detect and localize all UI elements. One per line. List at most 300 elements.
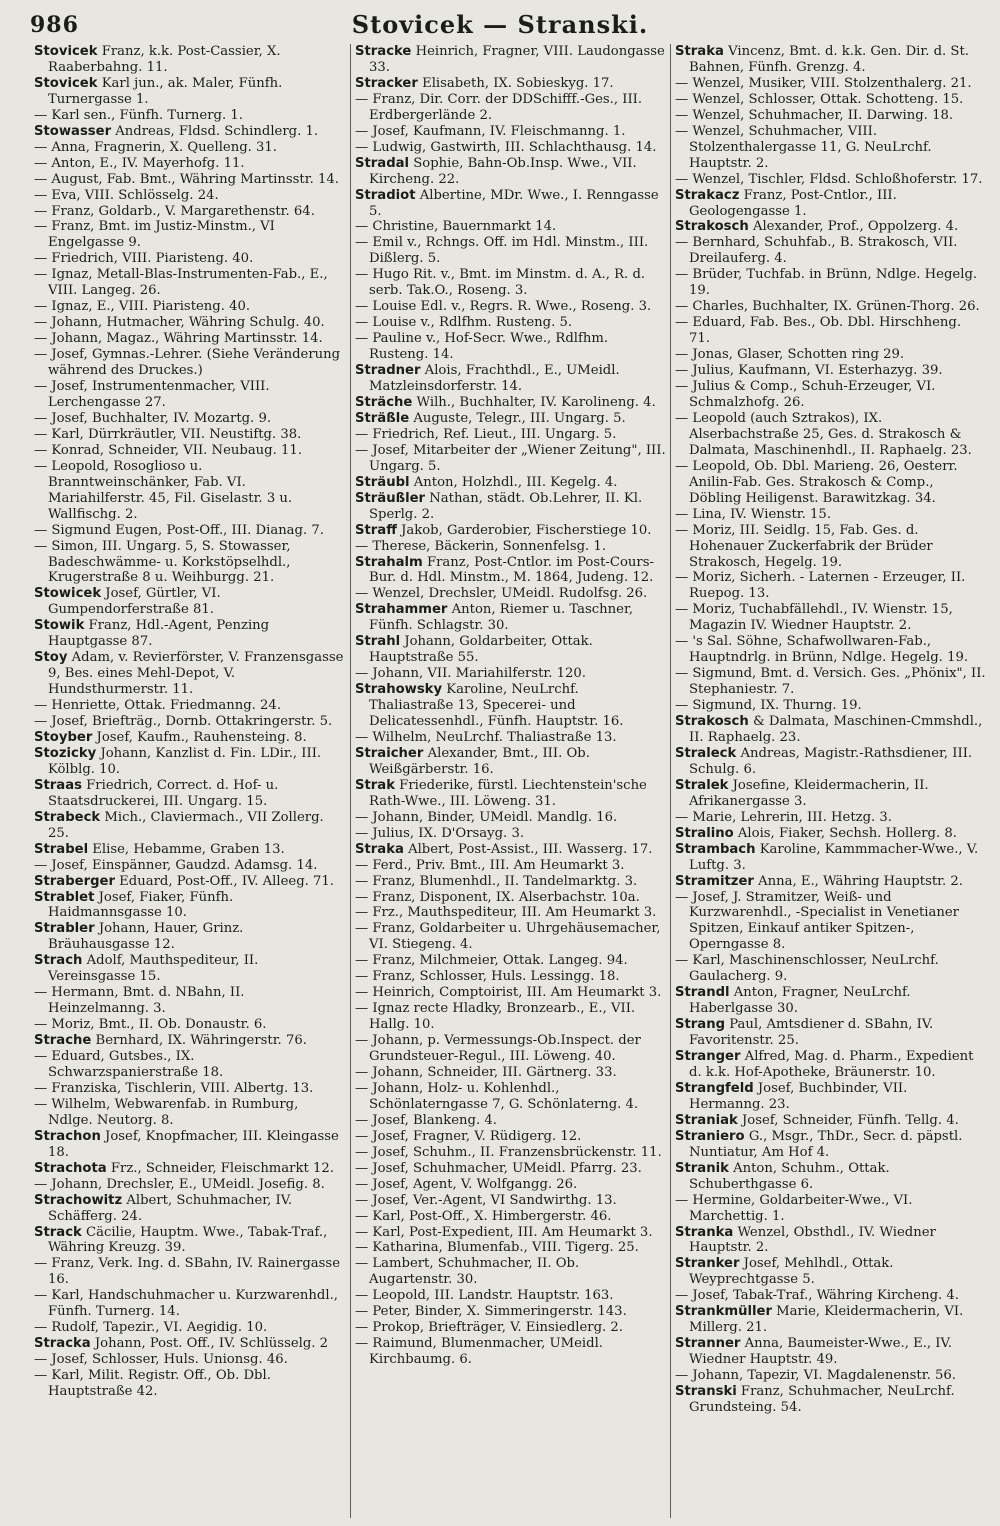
directory-entry (355, 1209, 666, 1225)
directory-entry (34, 586, 346, 618)
directory-entry (355, 826, 666, 842)
entry-details: — Julius & Comp., Schuh-Erzeuger, VI. Schmalzhofg. 26. (675, 379, 936, 410)
entry-details: — Karl, Post-Off., X. Himbergerstr. 46. (355, 1208, 612, 1224)
entry-details: — Franz, Bmt. im Justiz-Minstm., VI Engelgasse 9. (34, 219, 275, 251)
directory-entry (355, 363, 666, 395)
directory-entry (34, 618, 346, 650)
entry-details: — Sigmund, IX. Thurng. 19. (675, 698, 862, 714)
entry-details: Karoline, Kammmacher-Wwe., V. Luftg. 3. (689, 841, 979, 873)
column-middle (350, 44, 670, 1518)
directory-entry (355, 842, 666, 858)
directory-entry (34, 539, 346, 587)
entry-surname: Strankmüller (675, 1304, 772, 1320)
page-number: 986 (30, 12, 79, 38)
directory-entry (34, 443, 346, 459)
directory-entry (675, 698, 986, 714)
entry-details: — Lambert, Schuhmacher, II. Ob. Augartenstr. 30. (355, 1256, 580, 1288)
directory-entry (675, 746, 986, 778)
directory-entry (675, 363, 986, 379)
directory-entry (34, 1225, 346, 1257)
entry-details: Josef, Fiaker, Fünfh. Haidmannsgasse 10. (48, 889, 234, 921)
directory-entry (34, 1049, 346, 1081)
entry-surname: Straka (355, 841, 404, 857)
directory-entry (675, 714, 986, 746)
entry-details: — Josef, Fragner, V. Rüdigerg. 12. (355, 1128, 582, 1144)
directory-entry (675, 985, 986, 1017)
entry-details: Anna, E., Währing Hauptstr. 2. (753, 873, 963, 889)
directory-entry (355, 953, 666, 969)
entry-details: — Karl, Maschinenschlosser, NeuLrchf. Gaulacherg. 9. (675, 953, 939, 985)
entry-details: — Johann, Holz- u. Kohlenhdl., Schönlaterngasse 7, G. Schönlaterng. 4. (355, 1080, 639, 1112)
directory-entry (34, 108, 346, 124)
entry-details: — Wilhelm, NeuLrchf. Thaliastraße 13. (355, 729, 617, 745)
entry-details: — Wenzel, Drechsler, UMeidl. Rudolfsg. 26. (355, 586, 648, 602)
entry-details: — Ignaz, E., VIII. Piaristeng. 40. (34, 299, 251, 315)
entry-details: — Franz, Goldarb., V. Margarethenstr. 64. (34, 203, 315, 219)
directory-entry (355, 427, 666, 443)
directory-entry (675, 634, 986, 666)
entry-details: — Karl, Handschuhmacher u. Kurzwarenhdl., Fünfh. Turnerg. 14. (34, 1288, 338, 1320)
page-header (0, 6, 1000, 40)
entry-details: Franz, Post-Cntlor. im Post-Cours-Bur. d. Hdl. Minstm., M. 1864, Judeng. 12. (369, 554, 654, 586)
directory-entry (355, 1113, 666, 1129)
entry-details: — Josef, J. Stramitzer, Weiß- und Kurzwarenhdl., -Specialist in Venetianer Spitzen, Einkauf antiker Spitzen-, Operngasse 8. (675, 889, 959, 953)
directory-entry (34, 219, 346, 251)
entry-details: — Hermann, Bmt. d. NBahn, II. Heinzelmanng. 3. (34, 985, 245, 1017)
entry-surname: Strabeck (34, 809, 101, 825)
entry-surname: Sträußler (355, 490, 426, 506)
entry-details: — Bernhard, Schuhfab., B. Strakosch, VII. Dreilauferg. 4. (675, 235, 958, 267)
entry-details: — Johann, Schneider, III. Gärtnerg. 33. (355, 1065, 617, 1080)
entry-surname: Sträßle (355, 410, 410, 426)
entry-details: — Karl sen., Fünfh. Turnerg. 1. (34, 107, 243, 123)
directory-entry (675, 459, 986, 507)
entry-details: — Josef, Einspänner, Gaudzd. Adamsg. 14. (34, 857, 318, 873)
directory-entry (355, 1193, 666, 1209)
entry-details: — Franz, Blumenhdl., II. Tandelmarktg. 3. (355, 873, 638, 889)
entry-details: — Katharina, Blumenfab., VIII. Tigerg. 25. (355, 1240, 639, 1256)
entry-details: — Marie, Lehrerin, III. Hetzg. 3. (675, 809, 892, 825)
entry-surname: Stoyber (34, 729, 93, 745)
directory-entry (34, 1017, 346, 1033)
entry-details: Sophie, Bahn-Ob.Insp. Wwe., VII. Kircheng. 22. (369, 155, 637, 187)
entry-details: Elise, Hebamme, Graben 13. (88, 841, 285, 857)
entry-surname: Strangfeld (675, 1080, 754, 1096)
directory-entry (34, 858, 346, 874)
directory-entry (675, 188, 986, 220)
entry-details: Eduard, Post-Off., IV. Alleeg. 71. (114, 873, 334, 889)
entry-details: — Josef, Schuhm., II. Franzensbrückenstr. 11. (355, 1144, 662, 1160)
directory-entry (355, 1065, 666, 1081)
entry-details: Anna, Baumeister-Wwe., E., IV. Wiedner Hauptstr. 49. (689, 1336, 952, 1368)
directory-entry (675, 76, 986, 92)
directory-entry (675, 347, 986, 363)
entry-surname: Stowicek (34, 586, 102, 602)
entry-details: Franz, Post-Cntlor., III. Geologengasse 1. (689, 187, 897, 219)
entry-surname: Stracker (355, 75, 418, 91)
entry-details: Josef, Gürtler, VI. Gumpendorferstraße 81. (48, 586, 221, 618)
directory-entry (355, 475, 666, 491)
directory-entry (34, 204, 346, 220)
directory-entry (355, 666, 666, 682)
entry-details: — Leopold, Ob. Dbl. Marieng. 26, Oesterr. Anilin-Fab. Ges. Strakosch & Comp., Döbling Heiligenst. Barawitzkag. 34. (675, 458, 958, 506)
directory-entry (355, 156, 666, 188)
entry-surname: Strabel (34, 841, 89, 857)
directory-entry (355, 491, 666, 523)
entry-details: Josefine, Kleidermacherin, II. Afrikanergasse 3. (689, 777, 929, 809)
directory-entry (675, 1336, 986, 1368)
directory-entry (675, 219, 986, 235)
entry-details: Alfred, Mag. d. Pharm., Expedient d. k.k. Hof-Apotheke, Bräunerstr. 10. (689, 1049, 974, 1080)
entry-surname: Sträche (355, 394, 413, 410)
directory-entry (34, 76, 346, 108)
directory-entry (675, 1225, 986, 1257)
entry-details: Paul, Amtsdiener d. SBahn, IV. Favoritenstr. 25. (689, 1017, 934, 1049)
entry-details: Vincenz, Bmt. d. k.k. Gen. Dir. d. St. Bahnen, Fünfh. Grenzg. 4. (689, 44, 969, 75)
directory-entry (675, 1129, 986, 1161)
directory-entry (34, 953, 346, 985)
entry-details: Franz, Schuhmacher, NeuLrchf. Grundsteing. 54. (689, 1384, 955, 1416)
directory-entry (34, 650, 346, 698)
entry-details: Wilh., Buchhalter, IV. Karolineng. 4. (412, 394, 656, 410)
directory-entry (34, 156, 346, 172)
entry-details: — Franz, Disponent, IX. Alserbachstr. 10a. (355, 889, 640, 905)
page-title: Stovicek — Stranski. (351, 10, 649, 39)
directory-entry (355, 810, 666, 826)
directory-entry (34, 1336, 346, 1352)
entry-surname: Strandl (675, 985, 730, 1001)
entry-surname: Strache (34, 1033, 92, 1049)
entry-details: Josef, Mehlhdl., Ottak. Weyprechtgasse 5. (689, 1256, 894, 1288)
entry-details: — Johann, Drechsler, E., UMeidl. Josefig. 8. (34, 1176, 325, 1192)
directory-entry (675, 1049, 986, 1081)
entry-surname: Stradner (355, 363, 421, 379)
entry-details: — Johann, Binder, UMeidl. Mandlg. 16. (355, 809, 618, 825)
entry-details: — Franz, Verk. Ing. d. SBahn, IV. Rainergasse 16. (34, 1256, 340, 1288)
directory-entry (34, 299, 346, 315)
entry-details: Johann, Goldarbeiter, Ottak. Hauptstraße 55. (369, 634, 593, 666)
directory-entry (675, 842, 986, 874)
directory-entry (34, 921, 346, 953)
directory-entry (355, 602, 666, 634)
entry-details: Anton, Schuhm., Ottak. Schuberthgasse 6. (689, 1160, 890, 1192)
directory-entry (355, 1320, 666, 1336)
directory-entry (34, 267, 346, 299)
entry-details: — Raimund, Blumenmacher, UMeidl. Kirchbaumg. 6. (355, 1336, 603, 1368)
entry-details: Johann, Kanzlist d. Fin. LDir., III. Kölblg. 10. (48, 745, 322, 777)
directory-entry (675, 108, 986, 124)
directory-entry (355, 219, 666, 235)
directory-entry (355, 1145, 666, 1161)
directory-entry (675, 1288, 986, 1304)
directory-entry (34, 985, 346, 1017)
entry-details: — Josef, Blankeng. 4. (355, 1112, 497, 1128)
directory-entry (355, 44, 666, 76)
directory-columns (30, 44, 992, 1518)
directory-entry (34, 140, 346, 156)
entry-details: — Anton, E., IV. Mayerhofg. 11. (34, 155, 245, 171)
entry-surname: Stranner (675, 1336, 741, 1352)
directory-entry (675, 1193, 986, 1225)
directory-entry (355, 395, 666, 411)
directory-entry (34, 523, 346, 539)
directory-entry (355, 1177, 666, 1193)
entry-details: — Brüder, Tuchfab. in Brünn, Ndlge. Hegelg. 19. (675, 267, 978, 299)
entry-details: — Lina, IV. Wienstr. 15. (675, 506, 832, 522)
entry-details: Auguste, Telegr., III. Ungarg. 5. (409, 410, 626, 426)
directory-entry (355, 267, 666, 299)
entry-details: — Moriz, Bmt., II. Ob. Donaustr. 6. (34, 1017, 267, 1033)
directory-entry (355, 443, 666, 475)
entry-details: — Frz., Mauthspediteur, III. Am Heumarkt 3. (355, 905, 657, 921)
directory-entry (34, 379, 346, 411)
entry-details: — Josef, Instrumentenmacher, VIII. Lerchengasse 27. (34, 379, 270, 410)
entry-surname: Strambach (675, 841, 756, 857)
entry-details: Johann, Post. Off., IV. Schlüsselg. 2 (90, 1336, 329, 1352)
directory-entry (34, 1320, 346, 1336)
entry-details: — Franz, Dir. Corr. der DDSchifff.-Ges., III. Erdbergerlände 2. (355, 91, 643, 123)
directory-entry (675, 570, 986, 602)
directory-entry (675, 1304, 986, 1336)
directory-entry (675, 890, 986, 954)
entry-details: — Christine, Bauernmarkt 14. (355, 219, 557, 235)
entry-surname: Stradal (355, 155, 410, 171)
entry-details: — Wenzel, Schuhmacher, VIII. Stolzenthalergasse 11, G. NeuLrchf. Hauptstr. 2. (675, 123, 932, 171)
entry-details: — Friedrich, VIII. Piaristeng. 40. (34, 251, 254, 267)
entry-details: Nathan, städt. Ob.Lehrer, II. Kl. Sperlg. 2. (369, 490, 643, 522)
entry-details: Alexander, Bmt., III. Ob. Weißgärberstr. 16. (369, 745, 590, 777)
directory-entry (355, 1001, 666, 1033)
entry-details: Albert, Post-Assist., III. Wasserg. 17. (403, 841, 653, 857)
directory-entry (675, 92, 986, 108)
entry-surname: Strachota (34, 1160, 107, 1176)
directory-entry (355, 730, 666, 746)
entry-details: — Ignaz recte Hladky, Bronzearb., E., VII. Hallg. 10. (355, 1001, 636, 1033)
entry-details: — Franz, Milchmeier, Ottak. Langeg. 94. (355, 953, 628, 969)
directory-entry (355, 746, 666, 778)
directory-entry (34, 44, 346, 76)
directory-entry (355, 1081, 666, 1113)
entry-details: G., Msgr., ThDr., Secr. d. päpstl. Nuntiatur, Am Hof 4. (689, 1128, 963, 1160)
directory-entry (675, 235, 986, 267)
entry-details: — Josef, Briefträg., Dornb. Ottakringerstr. 5. (34, 714, 333, 730)
directory-entry (675, 778, 986, 810)
entry-surname: Stranger (675, 1049, 741, 1065)
directory-entry (355, 555, 666, 587)
entry-details: Anton, Riemer u. Taschner, Fünfh. Schlagstr. 30. (369, 602, 634, 634)
directory-entry (355, 331, 666, 363)
directory-entry (675, 810, 986, 826)
directory-entry (675, 315, 986, 347)
entry-surname: Strabler (34, 921, 95, 937)
entry-details: Mich., Claviermach., VII Zollerg. 25. (48, 809, 324, 841)
entry-details: — Josef, Tabak-Traf., Währing Kircheng. 4. (675, 1288, 959, 1304)
entry-surname: Stranik (675, 1160, 729, 1176)
entry-details: — Karl, Post-Expedient, III. Am Heumarkt 3. (355, 1224, 653, 1240)
directory-entry (675, 124, 986, 172)
entry-details: — Ferd., Priv. Bmt., III. Am Heumarkt 3. (355, 857, 625, 873)
directory-entry (34, 698, 346, 714)
entry-surname: Stranski (675, 1384, 737, 1400)
directory-entry (355, 858, 666, 874)
directory-entry (355, 921, 666, 953)
column-left (30, 44, 350, 1518)
entry-details: — Leopold (auch Sztrakos), IX. Alserbachstraße 25, Ges. d. Strakosch & Dalmata, Maschinenhdl., II. Raphaelg. 23. (675, 410, 972, 458)
directory-entry (34, 411, 346, 427)
entry-surname: Stovicek (34, 75, 98, 91)
directory-entry (675, 1081, 986, 1113)
directory-entry (355, 778, 666, 810)
directory-entry (34, 1368, 346, 1400)
directory-entry (675, 267, 986, 299)
entry-details: — Johann, VII. Mariahilferstr. 120. (355, 666, 586, 682)
entry-details: — Eva, VIII. Schlösselg. 24. (34, 187, 219, 203)
directory-entry (355, 1161, 666, 1177)
entry-surname: Sträubl (355, 474, 410, 490)
entry-details: — Eduard, Fab. Bes., Ob. Dbl. Hirschheng. 71. (675, 315, 962, 347)
entry-details: — Emil v., Rchngs. Off. im Hdl. Minstm., III. Dißlerg. 5. (355, 235, 649, 267)
entry-details: — Pauline v., Hof-Secr. Wwe., Rdlfhm. Rusteng. 14. (355, 331, 609, 363)
directory-entry (34, 1193, 346, 1225)
directory-entry (675, 1256, 986, 1288)
entry-surname: Stralek (675, 777, 729, 793)
directory-entry (355, 985, 666, 1001)
directory-entry (675, 1368, 986, 1384)
entry-surname: Stracke (355, 44, 412, 59)
entry-details: Alois, Fiaker, Sechsh. Hollerg. 8. (733, 825, 957, 841)
entry-surname: Strachowitz (34, 1192, 123, 1208)
directory-entry (675, 299, 986, 315)
entry-details: Cäcilie, Hauptm. Wwe., Tabak-Traf., Währing Kreuzg. 39. (48, 1224, 328, 1256)
directory-entry (355, 890, 666, 906)
entry-details: — Wenzel, Musiker, VIII. Stolzenthalerg. 21. (675, 75, 972, 91)
entry-details: — Leopold, III. Landstr. Hauptstr. 163. (355, 1288, 614, 1304)
entry-details: — Wenzel, Schlosser, Ottak. Schotteng. 15. (675, 91, 964, 107)
entry-details: — Julius, Kaufmann, VI. Esterhazyg. 39. (675, 363, 943, 379)
entry-details: — Josef, Agent, V. Wolfgangg. 26. (355, 1176, 578, 1192)
entry-details: Frz., Schneider, Fleischmarkt 12. (106, 1160, 334, 1176)
directory-entry (355, 411, 666, 427)
entry-details: Franz, k.k. Post-Cassier, X. Raaberbahng. 11. (48, 44, 281, 75)
directory-entry (34, 778, 346, 810)
directory-entry (675, 172, 986, 188)
column-right (670, 44, 990, 1518)
entry-surname: Stranka (675, 1224, 734, 1240)
entry-details: — Josef, Ver.-Agent, VI Sandwirthg. 13. (355, 1192, 617, 1208)
directory-entry (34, 1352, 346, 1368)
entry-surname: Straas (34, 777, 82, 793)
entry-surname: Strak (355, 777, 395, 793)
entry-details: Heinrich, Fragner, VIII. Laudongasse 33. (369, 44, 665, 75)
directory-entry (675, 826, 986, 842)
directory-entry (675, 411, 986, 459)
directory-entry (355, 1240, 666, 1256)
directory-entry (355, 124, 666, 140)
entry-details: — Anna, Fragnerin, X. Quelleng. 31. (34, 139, 278, 155)
entry-surname: Strang (675, 1017, 726, 1033)
directory-entry (355, 235, 666, 267)
entry-details: Anton, Fragner, NeuLrchf. Haberlgasse 30. (689, 985, 911, 1017)
directory-entry (675, 874, 986, 890)
entry-details: — 's Sal. Söhne, Schafwollwaren-Fab., Hauptndrlg. in Brünn, Ndlge. Hegelg. 19. (675, 634, 969, 666)
entry-details: Albertine, MDr. Wwe., I. Renngasse 5. (369, 187, 659, 219)
entry-details: — Leopold, Rosoglioso u. Branntweinschänker, Fab. VI. Mariahilferstr. 45, Fil. Giselastr. 3 u. Wallfischg. 2. (34, 458, 293, 522)
directory-entry (34, 1177, 346, 1193)
entry-details: — Prokop, Briefträger, V. Einsiedlerg. 2. (355, 1320, 624, 1336)
directory-entry (355, 634, 666, 666)
entry-details: — Peter, Binder, X. Simmeringerstr. 143. (355, 1304, 627, 1320)
entry-details: — Johann, p. Vermessungs-Ob.Inspect. der Grundsteuer-Regul., III. Löweng. 40. (355, 1033, 641, 1065)
entry-details: — Hugo Rit. v., Bmt. im Minstm. d. A., R. d. serb. Tak.O., Roseng. 3. (355, 267, 646, 299)
entry-details: — Konrad, Schneider, VII. Neubaug. 11. (34, 442, 302, 458)
entry-details: — Sigmund, Bmt. d. Versich. Ges. „Phönix", II. Stephaniestr. 7. (675, 666, 986, 698)
entry-surname: Straberger (34, 873, 115, 889)
directory-entry (355, 586, 666, 602)
entry-surname: Stoy (34, 650, 68, 666)
entry-details: — Wilhelm, Webwarenfab. in Rumburg, Ndlge. Neutorg. 8. (34, 1096, 299, 1128)
entry-details: Elisabeth, IX. Sobieskyg. 17. (417, 75, 614, 91)
directory-entry (34, 1033, 346, 1049)
entry-surname: Strakosch (675, 714, 749, 730)
entry-details: — Louise Edl. v., Regrs. R. Wwe., Roseng. 3. (355, 299, 652, 315)
entry-details: — Simon, III. Ungarg. 5, S. Stowasser, Badeschwämme- u. Korkstöpselhdl., Krugerstraße 8 u. Weihburgg. 21. (34, 538, 291, 586)
entry-surname: Straleck (675, 745, 737, 761)
directory-entry (34, 459, 346, 523)
entry-details: Albert, Schuhmacher, IV. Schäfferg. 24. (48, 1192, 293, 1224)
entry-details: — Eduard, Gutsbes., IX. Schwarzspanierstraße 18. (34, 1049, 224, 1080)
entry-details: — Franziska, Tischlerin, VIII. Albertg. 13. (34, 1080, 314, 1096)
entry-details: — Wenzel, Tischler, Fldsd. Schloßhoferstr. 17. (675, 171, 983, 187)
directory-entry (34, 1129, 346, 1161)
directory-entry (34, 874, 346, 890)
entry-details: Andreas, Magistr.-Rathsdiener, III. Schulg. 6. (689, 745, 973, 777)
directory-entry (34, 730, 346, 746)
directory-entry (675, 666, 986, 698)
entry-details: — Heinrich, Comptoirist, III. Am Heumarkt 3. (355, 985, 662, 1001)
entry-details: Johann, Hauer, Grinz. Bräuhausgasse 12. (48, 921, 244, 953)
entry-surname: Strach (34, 953, 83, 969)
directory-entry (355, 92, 666, 124)
entry-details: Alois, Frachthdl., E., UMeidl. Matzleinsdorferstr. 14. (369, 363, 620, 395)
entry-details: — Ignaz, Metall-Blas-Instrumenten-Fab., E., VIII. Langeg. 26. (34, 267, 328, 299)
entry-details: Josef, Knopfmacher, III. Kleingasse 18. (48, 1128, 339, 1160)
entry-details: Adolf, Mauthspediteur, II. Vereinsgasse 15. (48, 953, 259, 985)
directory-entry (355, 1256, 666, 1288)
entry-details: Josef, Kaufm., Rauhensteing. 8. (92, 729, 307, 745)
entry-surname: Strahammer (355, 602, 448, 618)
directory-entry (355, 1336, 666, 1368)
entry-details: — Josef, Gymnas.-Lehrer. (Siehe Veränderung während des Druckes.) (34, 347, 341, 379)
entry-details: Josef, Buchbinder, VII. Hermanng. 23. (689, 1080, 908, 1112)
directory-entry (355, 969, 666, 985)
entry-surname: Straicher (355, 745, 424, 761)
entry-details: — Josef, Buchhalter, IV. Mozartg. 9. (34, 410, 272, 426)
directory-entry (34, 746, 346, 778)
directory-entry (675, 1161, 986, 1193)
entry-details: Karl jun., ak. Maler, Fünfh. Turnergasse 1. (48, 75, 283, 107)
entry-surname: Strakosch (675, 219, 749, 235)
entry-details: Friederike, fürstl. Liechtenstein'sche Rath-Wwe., III. Löweng. 31. (369, 777, 647, 809)
directory-entry (355, 539, 666, 555)
entry-details: Bernhard, IX. Währingerstr. 76. (91, 1033, 307, 1049)
entry-details: — Charles, Buchhalter, IX. Grünen-Thorg. 26. (675, 299, 980, 315)
entry-details: — Johann, Tapezir, VI. Magdalenenstr. 56. (675, 1368, 956, 1384)
directory-entry (675, 44, 986, 76)
entry-details: Karoline, NeuLrchf. Thaliastraße 13, Specerei- und Delicatessenhdl., Fünfh. Hauptstr. 16. (369, 682, 624, 730)
entry-surname: Stramitzer (675, 873, 754, 889)
entry-details: Marie, Kleidermacherin, VI. Millerg. 21. (689, 1304, 964, 1336)
directory-entry (34, 315, 346, 331)
